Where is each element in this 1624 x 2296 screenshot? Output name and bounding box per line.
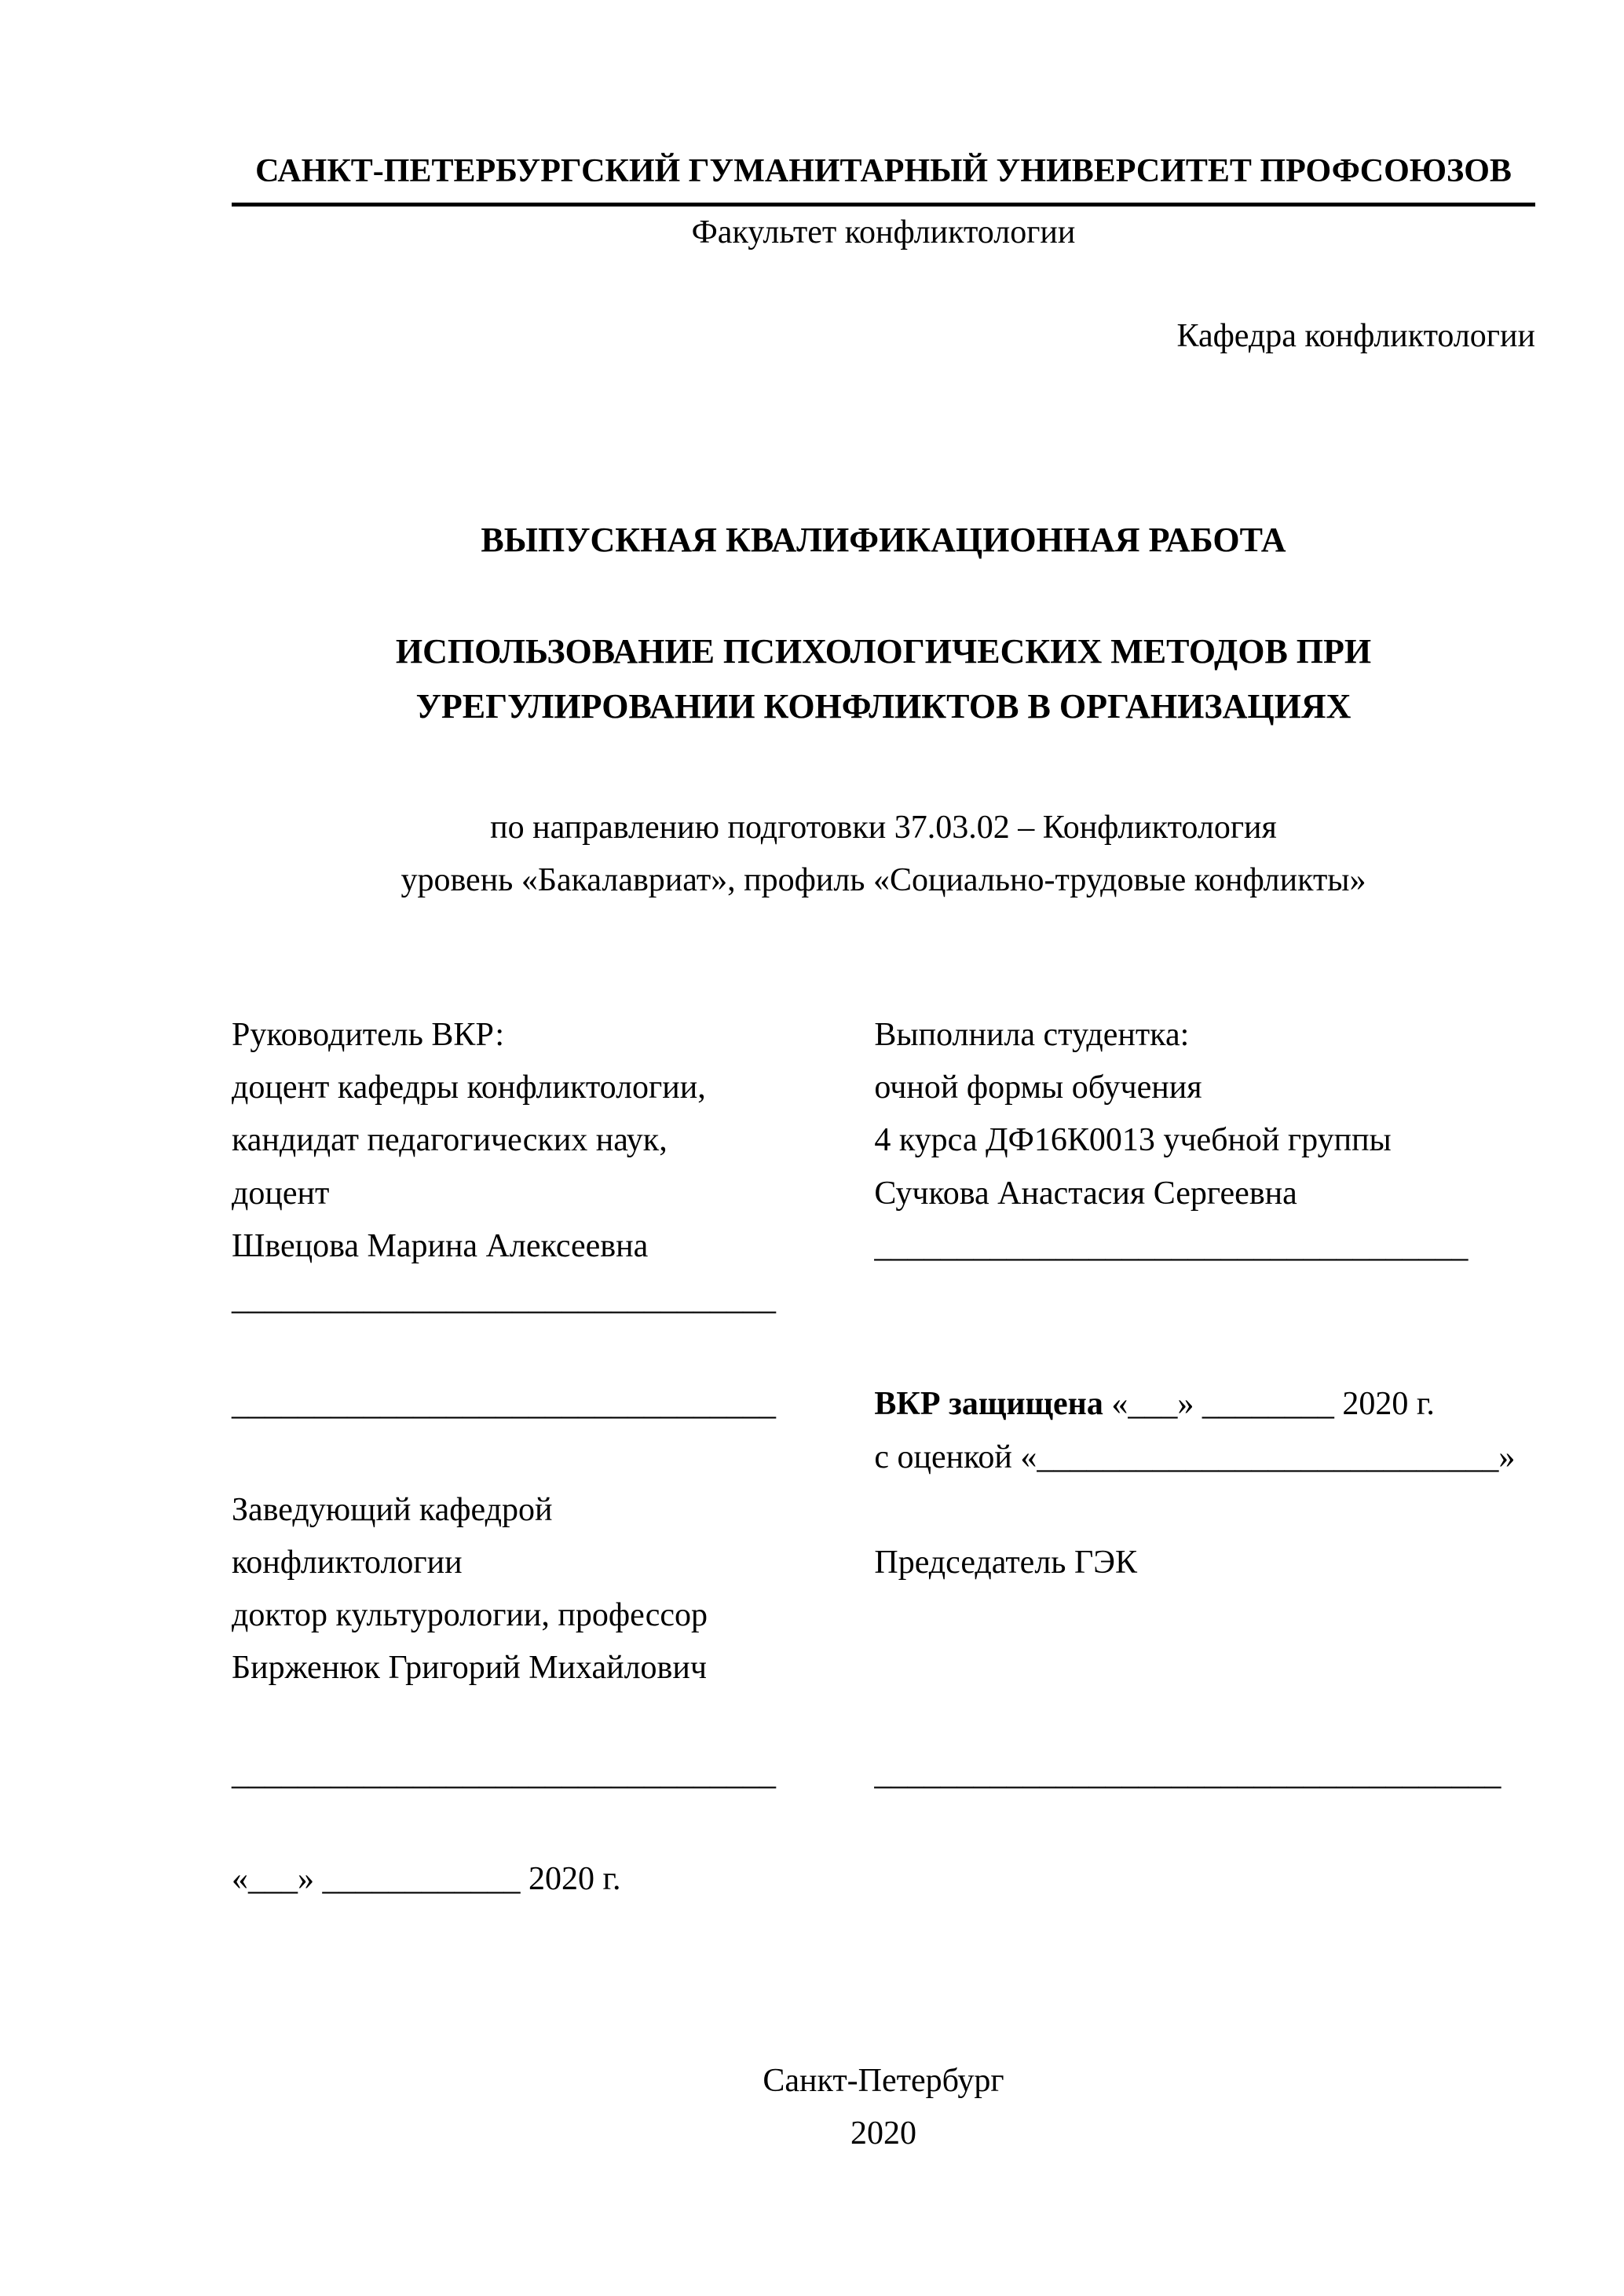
supervisor-position-1: доцент кафедры конфликтологии, — [232, 1069, 706, 1106]
supervisor-position-2: кандидат педагогических наук, — [232, 1122, 668, 1159]
department-head-name: Бирженюк Григорий Михайлович — [232, 1650, 707, 1687]
signature-block — [232, 1009, 1535, 1906]
program-level: уровень «Бакалавриат», профиль «Социально-трудовые конфликты» — [401, 861, 1366, 898]
program-info — [232, 802, 1535, 907]
signature-line: _________________________________ — [232, 1281, 776, 1318]
date-line: «___» ____________ 2020 г. — [232, 1861, 621, 1898]
thesis-title-line-2: УРЕГУЛИРОВАНИИ КОНФЛИКТОВ В ОРГАНИЗАЦИЯХ — [415, 687, 1352, 726]
department-head-label-2: конфликтологии — [232, 1544, 463, 1581]
supervisor-name: Швецова Марина Алексеевна — [232, 1227, 649, 1264]
spacer-line — [874, 1589, 1535, 1642]
grade-line: с оценкой «____________________________» — [874, 1439, 1516, 1475]
footer — [232, 2055, 1535, 2160]
spacer-line — [232, 1801, 858, 1853]
student-group: 4 курса ДФ16К0013 учебной группы — [874, 1122, 1392, 1159]
spacer-line — [874, 1642, 1535, 1695]
thesis-title — [232, 624, 1535, 735]
spacer-line — [232, 1325, 858, 1378]
spacer-line — [232, 1431, 858, 1484]
faculty-name: Факультет конфликтологии — [691, 214, 1076, 251]
supervisor-label: Руководитель ВКР: — [232, 1017, 505, 1054]
year: 2020 — [850, 2115, 916, 2152]
signature-line: ______________________________________ — [874, 1755, 1501, 1792]
defense-label: ВКР защищена — [874, 1386, 1103, 1423]
defense-date-blank: «___» ________ 2020 г. — [1103, 1386, 1435, 1423]
department-head-degree: доктор культурологии, профессор — [232, 1597, 708, 1634]
spacer-line — [874, 1325, 1535, 1378]
program-direction: по направлению подготовки 37.03.02 – Конфликтология — [490, 809, 1277, 846]
signature-line: _________________________________ — [232, 1755, 776, 1792]
student-label: Выполнила студентка: — [874, 1017, 1190, 1054]
city: Санкт-Петербург — [763, 2063, 1004, 2100]
spacer-line — [874, 1695, 1535, 1748]
thesis-title-line-1: ИСПОЛЬЗОВАНИЕ ПСИХОЛОГИЧЕСКИХ МЕТОДОВ ПРИ — [395, 631, 1372, 671]
university-name: САНКТ-ПЕТЕРБУРГСКИЙ ГУМАНИТАРНЫЙ УНИВЕРСИТЕТ ПРОФСОЮЗОВ — [232, 145, 1535, 207]
department-head-label-1: Заведующий кафедрой — [232, 1491, 553, 1528]
student-name: Сучкова Анастасия Сергеевна — [874, 1175, 1297, 1212]
spacer-line — [232, 1695, 858, 1748]
signature-line: _________________________________ — [232, 1386, 776, 1423]
signature-line: ____________________________________ — [874, 1227, 1469, 1264]
spacer-line — [874, 1273, 1535, 1325]
spacer-line — [874, 1484, 1535, 1537]
work-type-heading: ВЫПУСКНАЯ КВАЛИФИКАЦИОННАЯ РАБОТА — [481, 520, 1286, 559]
student-study-form: очной формы обучения — [874, 1069, 1202, 1106]
committee-chairman-label: Председатель ГЭК — [874, 1544, 1137, 1581]
supervisor-position-3: доцент — [232, 1175, 330, 1212]
defense-date-line — [874, 1378, 1535, 1431]
department-name: Кафедра конфликтологии — [1176, 318, 1535, 355]
supervisor-column — [232, 1009, 874, 1906]
student-column — [874, 1009, 1535, 1906]
